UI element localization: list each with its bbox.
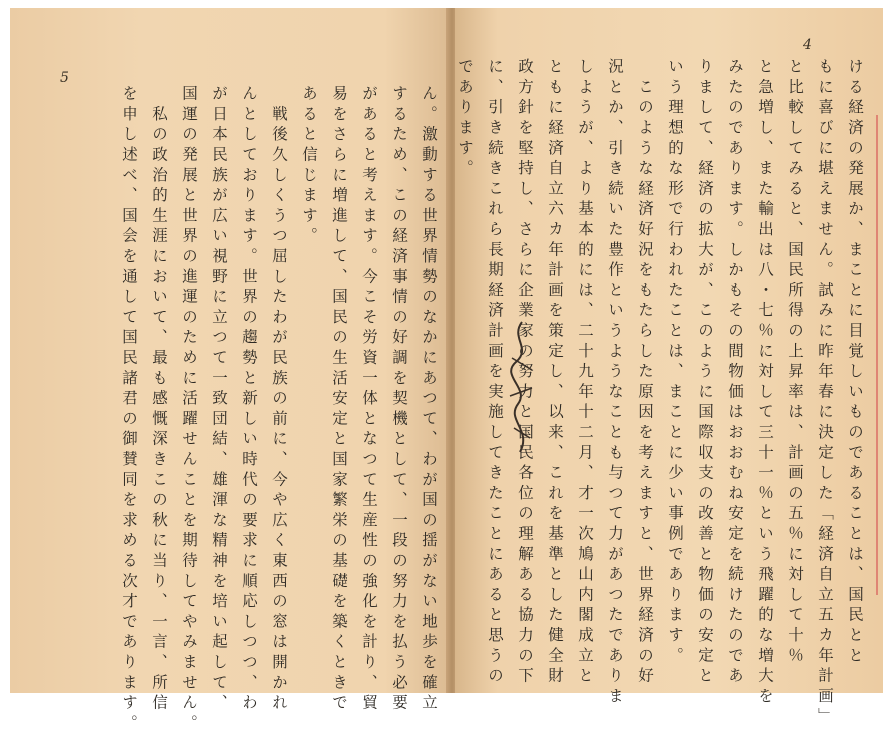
red-margin-mark <box>876 115 878 595</box>
left-text-column: 易をさらに増進して、国民の生活安定と国家繁栄の基礎を築くときで <box>330 85 348 715</box>
handwritten-annotation <box>502 318 542 458</box>
left-text-column: 私の政治的生涯において、最も感慨深きこの秋に当り、一言、所信 <box>150 85 168 715</box>
left-text-column: んとしております。世界の趨勢と新しい時代の要求に順応しつつ、わ <box>240 85 258 715</box>
left-text-column: を申し述べ、国会を通して国民諸君の御賛同を求める次才であります。 <box>120 85 138 735</box>
right-text-column: いう理想的な形で行われたことは、まことに少い事例であります。 <box>666 58 684 667</box>
right-text-column: みたのであります。しかもその間物価はおおむね安定を続けたのであ <box>726 58 744 688</box>
right-text-column: 況とか、引き続いた豊作というようなことも与つて力があつたでありま <box>606 58 624 708</box>
right-text-column: しようが、より基本的には、二十九年十二月、才一次鳩山内閣成立と <box>576 58 594 688</box>
left-text-column: 国運の発展と世界の進運のために活躍せんことを期待してやみません。 <box>180 85 198 735</box>
page-number-left: 5 <box>60 70 69 86</box>
right-text-column: 政方針を堅持し、さらに企業家の努力と国民各位の理解ある協力の下 <box>516 58 534 688</box>
right-text-column: このような経済好況をもたらした原因を考えますと、世界経済の好 <box>636 58 654 688</box>
right-text-column: と急増し、また輸出は八・七％に対して三十一％という飛躍的な増大を <box>756 58 774 708</box>
left-text-column: 戦後久しくうつ屈したわが民族の前に、今や広く東西の窓は開かれ <box>270 85 288 715</box>
left-text-column: が日本民族が広い視野に立つて一致団結、雄渾な精神を培い起して、 <box>210 85 228 715</box>
left-text-column: するため、この経済事情の好調を契機として、一段の努力を払う必要 <box>390 85 408 715</box>
right-text-column: ともに経済自立六カ年計画を策定し、以来、これを基準とした健全財 <box>546 58 564 688</box>
right-text-column: りまして、経済の拡大が、このように国際収支の改善と物価の安定と <box>696 58 714 688</box>
left-text-column: があると考えます。今こそ労資一体となつて生産性の強化を計り、貿 <box>360 85 378 715</box>
right-text-column: に、引き続きこれら長期経済計画を実施してきたことにあると思うの <box>486 58 504 688</box>
left-text-column: ん。激動する世界情勢のなかにあつて、わが国の揺がない地歩を確立 <box>420 85 438 715</box>
left-text-column: あると信じます。 <box>300 85 318 248</box>
right-text-column: ける経済の発展か、まことに目覚しいものであることは、国民とと <box>846 58 864 667</box>
page-number-right: 4 <box>803 37 812 53</box>
right-text-column: と比較してみると、国民所得の上昇率は、計画の五％に対して十％ <box>786 58 804 667</box>
left-page-text <box>114 85 444 735</box>
right-text-column: もに喜びに堪えません。試みに昨年春に決定した「経済自立五カ年計画」 <box>816 58 834 728</box>
right-text-column: であります。 <box>456 58 474 180</box>
